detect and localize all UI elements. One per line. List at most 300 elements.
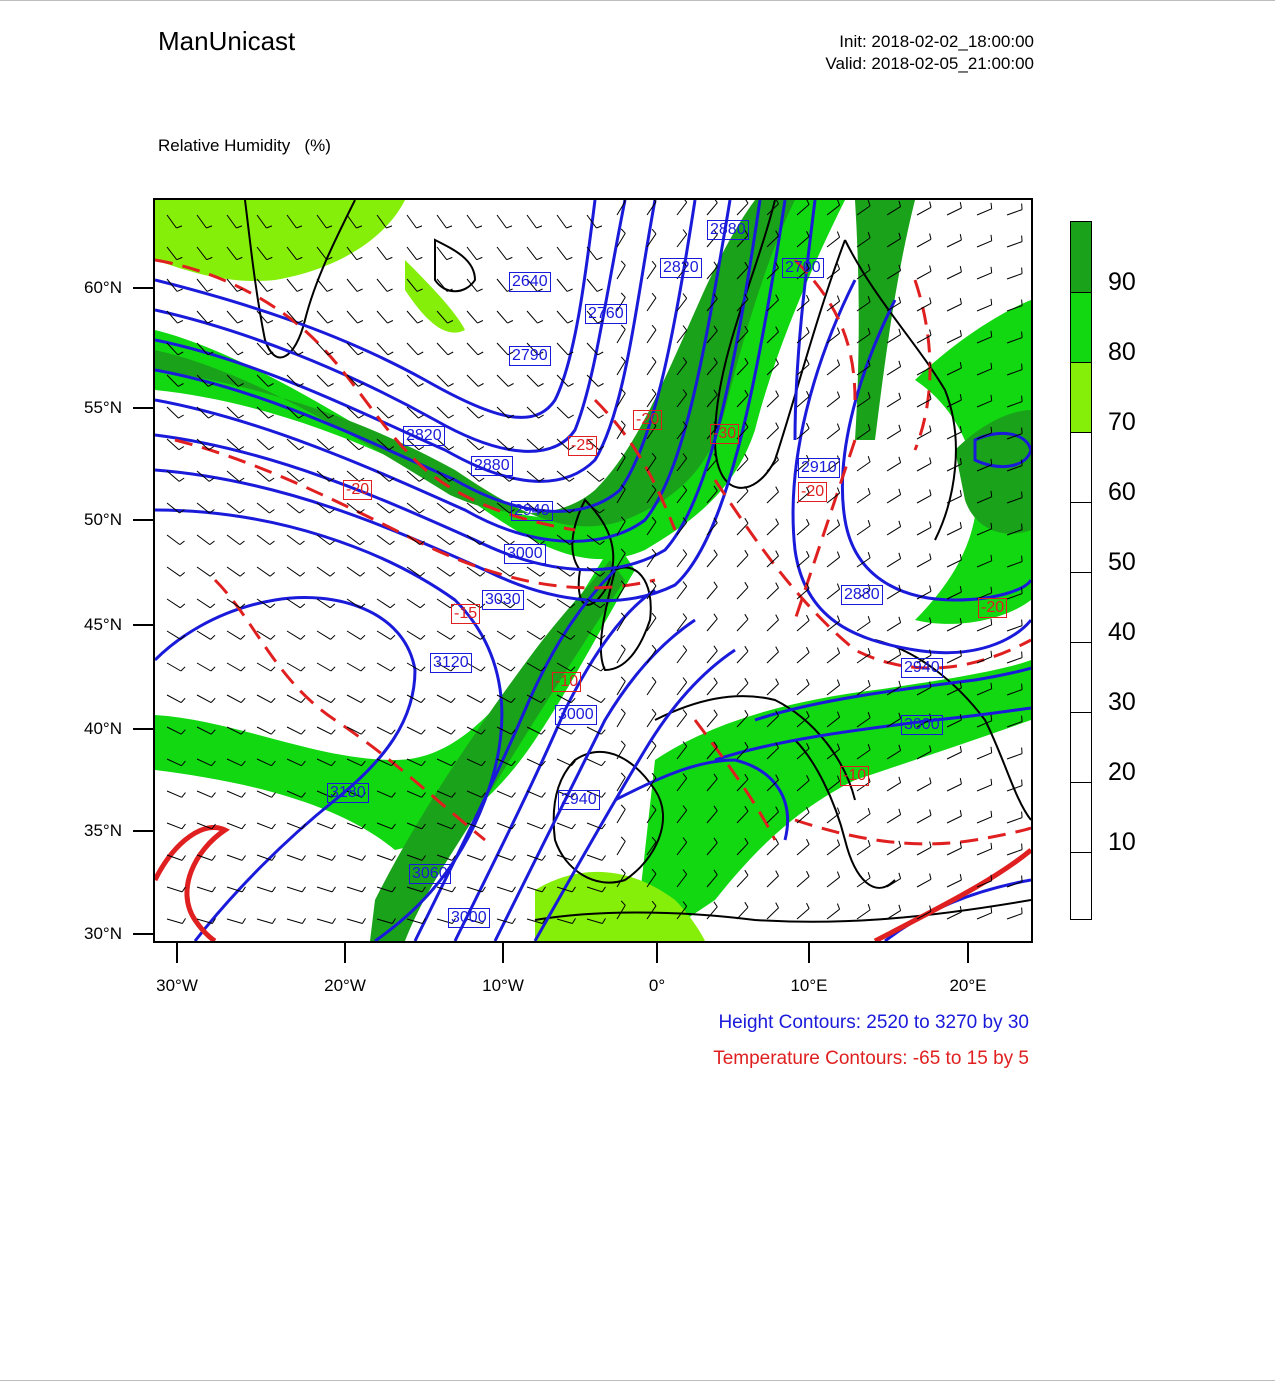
wind-barb-feather xyxy=(714,200,717,203)
wind-barb xyxy=(227,695,241,703)
wind-barb-feather xyxy=(899,361,901,367)
wind-barb xyxy=(917,527,931,535)
wind-barb-feather xyxy=(480,510,485,514)
wind-barb-feather xyxy=(572,856,575,861)
wind-barb xyxy=(287,567,300,576)
wind-barb-feather xyxy=(899,489,901,495)
wind-barb-feather xyxy=(449,447,454,450)
wind-barb xyxy=(737,907,748,919)
wind-barb-feather xyxy=(210,604,215,608)
wind-barb-feather xyxy=(776,551,779,556)
wind-barb xyxy=(827,877,840,887)
wind-barb-feather xyxy=(332,918,335,923)
wind-barb xyxy=(497,343,508,355)
wind-barb-feather xyxy=(572,824,576,829)
wind-barb-feather xyxy=(1022,492,1023,498)
wind-barb xyxy=(587,471,599,481)
wind-barb xyxy=(257,823,272,829)
wind-barb xyxy=(437,407,449,418)
wind-barb xyxy=(707,555,717,567)
wind-barb-feather xyxy=(868,552,870,558)
height-label: 2820 xyxy=(660,258,702,278)
wind-barb xyxy=(557,599,570,608)
wind-barb xyxy=(647,746,656,759)
wind-barb-feather xyxy=(538,384,543,387)
wind-barb-feather xyxy=(745,582,748,587)
wind-barb-feather xyxy=(807,551,810,556)
temperature-label: -20 xyxy=(633,410,662,430)
wind-barb xyxy=(167,887,182,892)
wind-barb xyxy=(857,910,870,919)
wind-barb-feather xyxy=(390,572,395,576)
wind-barb-feather xyxy=(567,257,573,259)
bottom-border xyxy=(0,1380,1275,1381)
wind-barb-feather xyxy=(332,856,335,861)
wind-barb-feather xyxy=(991,779,992,785)
wind-barb-feather xyxy=(212,793,216,798)
wind-barb xyxy=(377,695,391,703)
wind-barb xyxy=(857,526,870,535)
wind-barb xyxy=(947,784,961,791)
wind-barb-feather xyxy=(271,698,275,702)
wind-barb xyxy=(257,695,271,703)
wind-barb-feather xyxy=(1022,396,1023,402)
wind-barb xyxy=(317,887,332,892)
wind-barb-feather xyxy=(776,839,779,844)
wind-barb xyxy=(977,913,992,919)
wind-barb xyxy=(1007,754,1022,759)
wind-barb-feather xyxy=(270,604,275,608)
wind-barb-feather xyxy=(268,321,273,324)
wind-barb xyxy=(197,695,211,703)
wind-barb xyxy=(557,727,571,734)
wind-barb-feather xyxy=(899,521,901,527)
wind-barb-feather xyxy=(652,229,656,234)
wind-barb xyxy=(497,311,508,323)
wind-barb xyxy=(857,846,870,855)
wind-barb xyxy=(407,727,421,734)
temperature-contour-bold-se xyxy=(875,850,1031,941)
wind-barb-feather xyxy=(387,257,393,259)
height-label: 3000 xyxy=(901,715,943,735)
wind-barb xyxy=(887,495,901,503)
wind-barb-feather xyxy=(991,555,992,561)
wind-barb xyxy=(827,525,840,535)
wind-barb xyxy=(887,591,901,599)
wind-barb-feather xyxy=(182,793,186,798)
wind-barb xyxy=(857,622,870,631)
wind-barb-feather xyxy=(420,604,425,608)
wind-barb-feather xyxy=(537,257,543,259)
wind-barb xyxy=(917,239,931,247)
wind-barb xyxy=(557,759,572,766)
run-times xyxy=(825,31,1034,75)
wind-barb xyxy=(437,247,447,260)
wind-barb xyxy=(677,650,687,663)
wind-barb-feather xyxy=(361,635,365,639)
wind-barb xyxy=(317,727,331,734)
wind-barb xyxy=(167,535,180,545)
wind-barb-feather xyxy=(899,905,901,911)
wind-barb xyxy=(737,587,748,599)
wind-barb-feather xyxy=(868,456,870,462)
wind-barb xyxy=(497,855,512,860)
wind-barb-feather xyxy=(271,730,275,735)
wind-barb-feather xyxy=(899,329,901,335)
wind-barb-feather xyxy=(960,810,961,816)
lat-tick xyxy=(133,830,153,832)
init-time: Init: 2018-02-02_18:00:00 xyxy=(839,32,1034,51)
wind-barb xyxy=(647,298,656,311)
wind-barb xyxy=(197,663,211,671)
wind-barb xyxy=(437,631,451,639)
wind-barb xyxy=(227,823,242,829)
wind-barb xyxy=(977,209,992,215)
wind-barb xyxy=(797,845,809,856)
wind-barb xyxy=(227,791,242,797)
wind-barb xyxy=(347,535,360,545)
wind-barb-feather xyxy=(390,541,395,545)
wind-barb xyxy=(557,311,568,323)
wind-barb-feather xyxy=(267,289,273,291)
wind-barb-feather xyxy=(776,903,779,908)
wind-barb-feather xyxy=(837,616,839,622)
wind-barb xyxy=(287,919,302,924)
wind-barb-feather xyxy=(621,325,625,329)
wind-barb xyxy=(437,343,448,355)
wind-barb-feather xyxy=(899,873,901,879)
wind-barb-feather xyxy=(596,226,602,228)
wind-barb xyxy=(797,685,809,696)
wind-barb xyxy=(527,311,538,323)
wind-barb-feather xyxy=(837,584,839,590)
wind-barb-feather xyxy=(899,297,901,303)
wind-barb xyxy=(737,523,748,535)
wind-barb-feather xyxy=(332,824,336,829)
lon-tick xyxy=(502,943,504,963)
wind-barb-feather xyxy=(360,572,365,576)
wind-barb xyxy=(917,271,931,279)
wind-barb xyxy=(887,655,901,663)
wind-barb-feather xyxy=(419,447,424,450)
wind-barb-feather xyxy=(391,698,395,702)
wind-barb xyxy=(557,823,572,829)
wind-barb-feather xyxy=(683,678,687,683)
wind-barb-feather xyxy=(807,423,810,428)
wind-barb-feather xyxy=(652,645,656,650)
weather-map xyxy=(153,198,1033,943)
wind-barb-feather xyxy=(960,746,961,752)
height-label: 2760 xyxy=(585,304,627,324)
lat-tick xyxy=(133,728,153,730)
wind-barb-feather xyxy=(683,550,687,555)
wind-barb-feather xyxy=(1022,332,1023,338)
temperature-contour-note: Temperature Contours: -65 to 15 by 5 xyxy=(713,1048,1029,1069)
wind-barb xyxy=(377,375,388,386)
wind-barb xyxy=(377,247,387,260)
wind-barb-feather xyxy=(329,447,334,450)
wind-barb xyxy=(917,559,931,567)
wind-barb xyxy=(407,247,417,260)
wind-barb-feather xyxy=(241,698,245,702)
wind-barb xyxy=(767,652,779,663)
wind-barb xyxy=(647,650,656,663)
wind-barb-feather xyxy=(181,698,185,702)
wind-barb xyxy=(767,428,779,439)
wind-barb-feather xyxy=(358,352,363,355)
wind-barb xyxy=(677,714,687,727)
wind-barb-feather xyxy=(837,232,839,238)
lat-tick xyxy=(133,933,153,935)
wind-barb-feather xyxy=(899,553,901,559)
height-label: 2700 xyxy=(782,258,824,278)
wind-barb xyxy=(977,817,992,823)
wind-barb-feather xyxy=(180,541,185,545)
wind-barb-feather xyxy=(331,698,335,702)
wind-barb-feather xyxy=(328,321,333,324)
wind-barb xyxy=(797,621,809,632)
wind-barb xyxy=(197,567,210,576)
wind-barb xyxy=(947,816,961,823)
wind-barb-feather xyxy=(868,872,870,878)
wind-barb-feather xyxy=(714,550,717,555)
colorbar-box xyxy=(1071,292,1091,362)
wind-barb-feather xyxy=(683,710,687,715)
wind-barb xyxy=(947,656,961,663)
wind-barb-feather xyxy=(392,856,395,861)
wind-barb-feather xyxy=(899,617,901,623)
wind-barb xyxy=(347,695,361,703)
wind-barb-feather xyxy=(540,572,545,576)
colorbar-box xyxy=(1071,572,1091,642)
wind-barb-feather xyxy=(991,651,992,657)
wind-barb xyxy=(887,399,901,407)
wind-barb-feather xyxy=(479,447,484,450)
wind-barb xyxy=(857,494,870,503)
wind-barb-feather xyxy=(930,394,931,400)
wind-barb-feather xyxy=(208,321,213,324)
wind-barb xyxy=(287,855,302,860)
wind-barb xyxy=(707,651,717,663)
wind-barb xyxy=(617,265,625,279)
height-contour-note: Height Contours: 2520 to 3270 by 30 xyxy=(718,1012,1029,1033)
wind-barb xyxy=(767,460,779,471)
height-label: 2790 xyxy=(509,346,551,366)
wind-barb xyxy=(197,535,210,545)
temperature-label: -20 xyxy=(343,480,372,500)
height-label: 2940 xyxy=(511,501,553,521)
rh-colorbar xyxy=(1070,221,1092,920)
lat-label: 60°N xyxy=(84,278,122,297)
wind-barb xyxy=(497,663,511,671)
wind-barb-feather xyxy=(930,778,931,784)
wind-barb-feather xyxy=(299,478,304,481)
height-label: 2940 xyxy=(901,658,943,678)
wind-barb xyxy=(317,919,332,924)
wind-barb-feather xyxy=(331,667,335,671)
lat-label: 55°N xyxy=(84,398,122,417)
wind-barb-feather xyxy=(478,321,483,324)
wind-barb-feather xyxy=(1022,812,1023,818)
wind-barb xyxy=(227,919,242,924)
wind-barb xyxy=(377,663,391,671)
wind-barb xyxy=(167,919,182,924)
wind-barb-feather xyxy=(601,730,605,735)
wind-barb xyxy=(467,375,478,386)
wind-barb xyxy=(287,663,301,671)
wind-barb-feather xyxy=(899,841,901,847)
wind-barb xyxy=(317,279,327,291)
wind-barb xyxy=(467,855,482,860)
height-label: 3180 xyxy=(327,783,369,803)
wind-barb-feather xyxy=(1022,716,1023,722)
wind-barb xyxy=(737,555,748,567)
wind-barb xyxy=(257,887,272,892)
wind-barb-feather xyxy=(328,384,333,387)
wind-barb-feather xyxy=(568,321,573,324)
wind-barb-feather xyxy=(930,874,931,880)
wind-barb-feather xyxy=(930,266,931,272)
wind-barb xyxy=(167,695,181,703)
wind-barb xyxy=(287,279,297,291)
lon-tick xyxy=(176,943,178,963)
wind-barb-feather xyxy=(1022,684,1023,690)
wind-barb-feather xyxy=(482,856,485,861)
wind-barb xyxy=(257,567,270,576)
wind-barb xyxy=(857,814,870,823)
wind-barb-feather xyxy=(807,839,810,844)
colorbar-label: 50 xyxy=(1108,548,1136,576)
wind-barb xyxy=(467,311,478,323)
wind-barb xyxy=(917,783,931,791)
wind-barb-feather xyxy=(991,331,992,337)
wind-barb xyxy=(437,599,450,608)
wind-barb-feather xyxy=(745,646,748,651)
wind-barb-feather xyxy=(272,918,275,923)
wind-barb-feather xyxy=(597,257,603,259)
wind-barb xyxy=(887,463,901,471)
wind-barb-feather xyxy=(567,289,573,291)
wind-barb xyxy=(677,586,687,599)
wind-barb xyxy=(257,503,270,513)
wind-barb xyxy=(827,557,840,567)
wind-barb xyxy=(977,241,992,247)
wind-barb-feather xyxy=(181,667,185,671)
wind-barb-feather xyxy=(542,856,545,861)
wind-barb xyxy=(257,439,269,450)
wind-barb-feather xyxy=(776,583,779,588)
wind-barb-feather xyxy=(511,667,515,671)
wind-barb-feather xyxy=(807,519,810,524)
wind-barb xyxy=(347,855,362,860)
wind-barb-feather xyxy=(388,352,393,355)
wind-barb-feather xyxy=(331,635,335,639)
wind-barb-feather xyxy=(538,321,543,324)
lat-tick xyxy=(133,287,153,289)
wind-barb xyxy=(797,557,809,568)
wind-barb-feather xyxy=(476,226,482,228)
wind-barb xyxy=(677,202,687,215)
wind-barb xyxy=(797,653,809,664)
wind-barb-feather xyxy=(242,918,245,923)
wind-barb-feather xyxy=(1022,300,1023,306)
wind-barb-feather xyxy=(930,330,931,336)
wind-barb-feather xyxy=(301,635,305,639)
wind-barb-feather xyxy=(652,741,656,746)
wind-barb xyxy=(347,311,358,323)
wind-barb-feather xyxy=(807,871,810,876)
wind-barb-feather xyxy=(745,614,748,619)
wind-barb-feather xyxy=(621,421,625,425)
wind-barb xyxy=(917,495,931,503)
wind-barb-feather xyxy=(448,384,453,387)
lat-label: 40°N xyxy=(84,719,122,738)
lat-label: 45°N xyxy=(84,615,122,634)
wind-barb-feather xyxy=(601,698,605,702)
wind-barb-feather xyxy=(421,730,425,735)
wind-barb xyxy=(1007,210,1022,215)
wind-barb-feather xyxy=(991,843,992,849)
wind-barb-feather xyxy=(621,229,625,233)
wind-barb xyxy=(497,247,507,260)
wind-barb xyxy=(167,631,181,639)
wind-barb xyxy=(437,503,450,513)
wind-barb-feather xyxy=(1022,876,1023,882)
wind-barb-feather xyxy=(452,887,455,892)
wind-barb-feather xyxy=(714,614,717,619)
wind-barb-feather xyxy=(300,604,305,608)
wind-barb xyxy=(947,528,961,535)
wind-barb xyxy=(317,823,332,829)
wind-barb-feather xyxy=(837,264,839,270)
wind-barb xyxy=(887,335,901,343)
wind-barb-feather xyxy=(807,391,810,396)
wind-barb-feather xyxy=(837,648,839,654)
wind-barb-feather xyxy=(177,289,183,291)
wind-barb xyxy=(557,407,569,418)
lat-label: 35°N xyxy=(84,821,122,840)
wind-barb xyxy=(527,439,539,450)
wind-barb-feather xyxy=(621,357,625,361)
wind-barb xyxy=(497,823,512,829)
wind-barb-feather xyxy=(991,459,992,465)
wind-barb-feather xyxy=(481,667,485,671)
wind-barb-feather xyxy=(837,424,839,430)
wind-barb-feather xyxy=(327,289,333,291)
wind-barb-feather xyxy=(272,824,276,829)
wind-barb-feather xyxy=(512,918,515,923)
wind-barb-feather xyxy=(652,357,656,362)
wind-barb-feather xyxy=(301,667,305,671)
wind-barb xyxy=(767,908,779,919)
wind-barb-feather xyxy=(302,856,305,861)
wind-barb xyxy=(917,847,931,855)
wind-barb-feather xyxy=(420,510,425,514)
wind-barb xyxy=(197,599,210,608)
wind-barb-feather xyxy=(1022,620,1023,626)
wind-barb xyxy=(377,631,391,639)
wind-barb xyxy=(707,203,717,215)
wind-barb-feather xyxy=(242,793,246,798)
wind-barb-feather xyxy=(182,918,185,923)
wind-barb-feather xyxy=(477,257,483,259)
wind-barb-feather xyxy=(807,647,810,652)
wind-barb-feather xyxy=(745,902,748,907)
wind-barb xyxy=(347,631,361,639)
wind-barb xyxy=(527,599,540,608)
wind-barb xyxy=(287,727,301,734)
wind-barb-feather xyxy=(418,384,423,387)
